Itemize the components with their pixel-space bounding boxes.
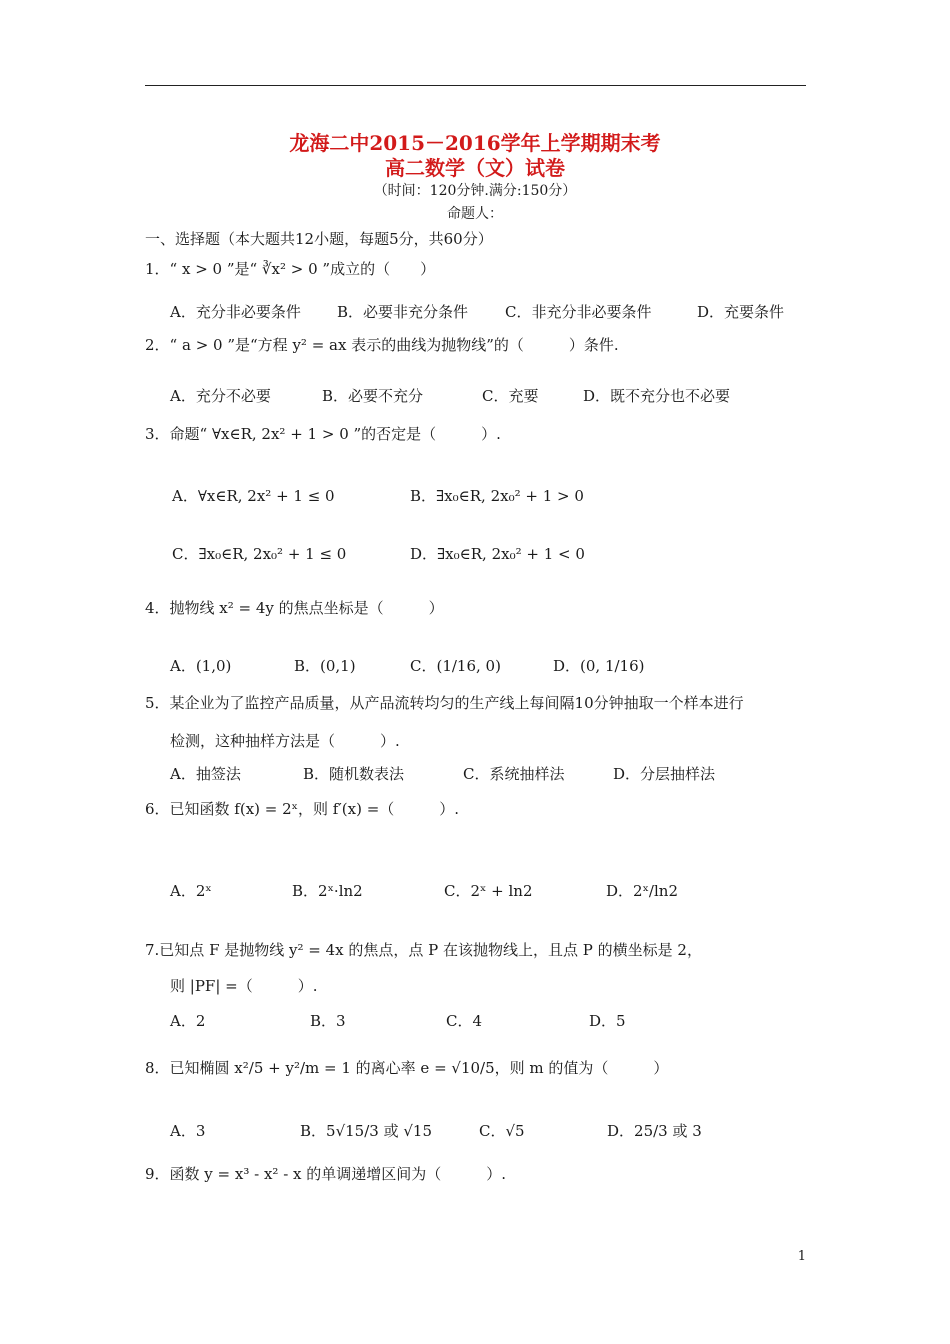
question-1-stem: 1．“ x > 0 ”是“ ∛x² > 0 ”成立的（ ） — [145, 260, 436, 278]
question-9-stem: 9．函数 y = x³ - x² - x 的单调递增区间为（ ）. — [145, 1165, 507, 1183]
question-7-option-a: A．2 — [170, 1012, 206, 1030]
question-1-option-a: A．充分非必要条件 — [170, 303, 301, 321]
question-5-option-c: C．系统抽样法 — [463, 765, 565, 783]
question-1-option-d: D．充要条件 — [697, 303, 785, 321]
author-line: 命题人： — [447, 206, 503, 222]
question-6-option-c: C．2ˣ + ln2 — [444, 882, 533, 900]
question-6-stem: 6．已知函数 f(x) = 2ˣ，则 f′(x) =（ ）. — [145, 800, 460, 818]
question-3-option-d: D．∃x₀∈R, 2x₀² + 1 < 0 — [410, 545, 585, 563]
question-7-option-c: C．4 — [446, 1012, 483, 1030]
top-rule — [145, 85, 806, 86]
question-6-option-a: A．2ˣ — [170, 882, 212, 900]
question-5-option-d: D．分层抽样法 — [613, 765, 716, 783]
exam-info: （时间：120分钟.满分:150分） — [373, 183, 577, 199]
question-6-option-b: B．2ˣ·ln2 — [292, 882, 363, 900]
page-title: 龙海二中2015－2016学年上学期期末考 — [289, 131, 661, 155]
question-4-stem: 4．抛物线 x² = 4y 的焦点坐标是（ ） — [145, 599, 444, 617]
question-1-option-c: C．非充分非必要条件 — [505, 303, 652, 321]
question-7-option-d: D．5 — [589, 1012, 626, 1030]
question-4-option-c: C．(1/16, 0) — [410, 657, 501, 675]
question-3-option-b: B．∃x₀∈R, 2x₀² + 1 > 0 — [410, 487, 584, 505]
question-2-stem: 2．“ a > 0 ”是“方程 y² = ax 表示的曲线为抛物线”的（ ）条件. — [145, 336, 619, 354]
question-8-option-d: D．25/3 或 3 — [607, 1122, 702, 1140]
question-2-option-c: C．充要 — [482, 387, 539, 405]
question-5-option-a: A．抽签法 — [170, 765, 241, 783]
question-4-option-d: D．(0, 1/16) — [553, 657, 645, 675]
question-8-option-a: A．3 — [170, 1122, 206, 1140]
question-7-stem-line2: 则 |PF| =（ ）. — [170, 977, 318, 995]
question-6-option-d: D．2ˣ/ln2 — [606, 882, 678, 900]
question-8-option-c: C．√5 — [479, 1122, 525, 1140]
question-1-option-b: B．必要非充分条件 — [337, 303, 469, 321]
question-5-option-b: B．随机数表法 — [303, 765, 405, 783]
page-number: 1 — [797, 1249, 806, 1264]
page-subtitle: 高二数学（文）试卷 — [385, 156, 565, 180]
question-8-option-b: B．5√15/3 或 √15 — [300, 1122, 432, 1140]
question-5-stem-line1: 5．某企业为了监控产品质量，从产品流转均匀的生产线上每间隔10分钟抽取一个样本进行 — [145, 694, 744, 712]
question-8-stem: 8．已知椭圆 x²/5 + y²/m = 1 的离心率 e = √10/5，则 m 的值为（ ） — [145, 1059, 669, 1077]
question-3-option-a: A．∀x∈R, 2x² + 1 ≤ 0 — [172, 487, 335, 505]
question-5-stem-line2: 检测，这种抽样方法是（ ）. — [170, 732, 400, 750]
question-3-stem: 3．命题“ ∀x∈R, 2x² + 1 > 0 ”的否定是（ ）. — [145, 425, 501, 443]
question-4-option-a: A．(1,0) — [170, 657, 232, 675]
question-7-stem-line1: 7.已知点 F 是抛物线 y² = 4x 的焦点，点 P 在该抛物线上，且点 P 的横坐标是 2， — [145, 941, 702, 959]
question-2-option-a: A．充分不必要 — [170, 387, 271, 405]
section-heading: 一、选择题（本大题共12小题，每题5分，共60分） — [145, 230, 493, 248]
question-7-option-b: B．3 — [310, 1012, 346, 1030]
question-2-option-d: D．既不充分也不必要 — [583, 387, 731, 405]
question-2-option-b: B．必要不充分 — [322, 387, 424, 405]
question-3-option-c: C．∃x₀∈R, 2x₀² + 1 ≤ 0 — [172, 545, 347, 563]
question-4-option-b: B．(0,1) — [294, 657, 356, 675]
